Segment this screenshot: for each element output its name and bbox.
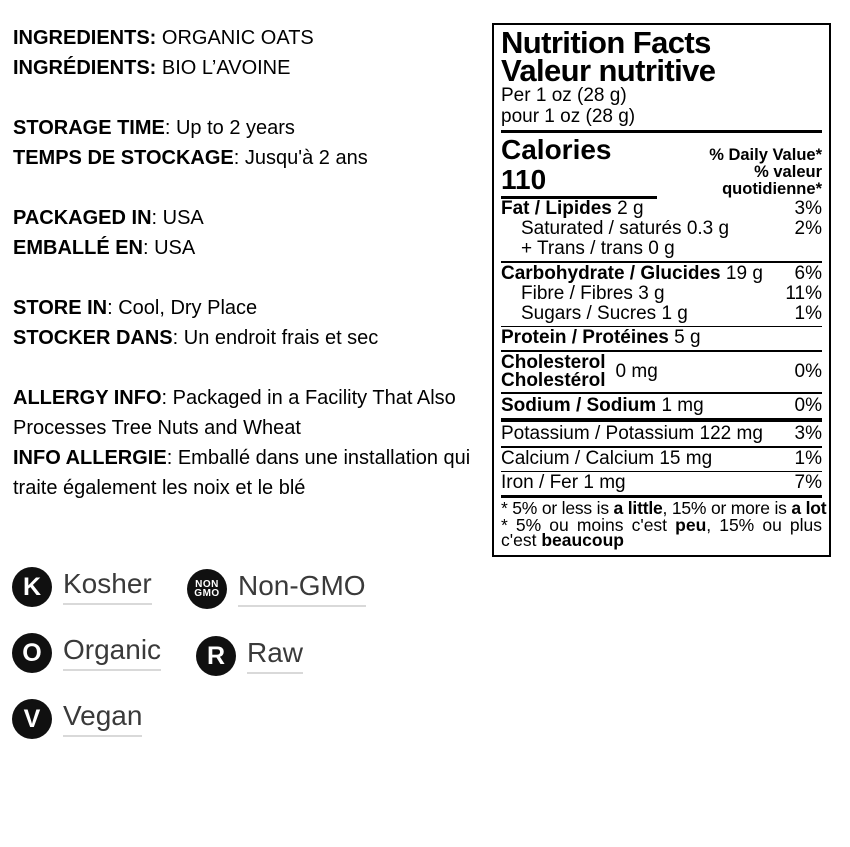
info-line-ingredients-fr <box>13 53 485 83</box>
carbohydrate-row: Carbohydrate / Glucides 19 g 6% <box>501 262 822 284</box>
sugars-row: Sugars / Sucres 1 g 1% <box>521 302 822 324</box>
badge-raw <box>196 636 303 676</box>
daily-value-header-fr: % valeur quotidienne* <box>722 163 822 198</box>
calcium-row: Calcium / Calcium 15 mg 1% <box>501 447 822 469</box>
daily-value-header <box>657 147 822 199</box>
info-value: : Cool, Dry Place <box>107 297 258 319</box>
vegan-icon: V <box>12 699 52 739</box>
potassium-row: Potassium / Potassium 122 mg 3% <box>501 423 822 444</box>
badge-label-kosher: Kosher <box>63 569 152 605</box>
nutrition-facts-panel <box>492 23 831 557</box>
product-info-section <box>13 23 485 533</box>
fibre-dv: 11% <box>785 282 822 304</box>
nutrition-title-fr: Valeur nutritive <box>501 53 716 88</box>
info-line-store-en <box>13 293 485 323</box>
calories-text: Calories 110 <box>501 135 657 199</box>
info-line-allergy-en <box>13 383 485 443</box>
daily-value-header-en: % Daily Value* <box>709 146 822 164</box>
info-value: : Un endroit frais et sec <box>172 327 379 349</box>
fat-dv: 3% <box>794 198 822 219</box>
footnote-en: * 5% or less is a little, 15% or more is a lot <box>501 498 827 518</box>
sodium-dv: 0% <box>794 395 822 416</box>
info-value: : USA <box>151 207 204 229</box>
info-label: INGRÉDIENTS: <box>13 57 157 79</box>
badge-vegan <box>12 699 142 739</box>
badge-label-vegan: Vegan <box>63 701 142 737</box>
nutrition-title-en: Nutrition Facts <box>501 25 711 60</box>
info-line-packaged-fr <box>13 233 485 263</box>
badge-label-organic: Organic <box>63 635 161 671</box>
info-label: INFO ALLERGIE <box>13 447 167 469</box>
info-label: STOCKER DANS <box>13 327 173 349</box>
fat-row: Fat / Lipides 2 g 3% <box>501 198 822 219</box>
info-line-ingredients-en <box>13 23 485 53</box>
divider <box>501 130 822 133</box>
badge-label-raw: Raw <box>247 638 303 674</box>
divider <box>501 392 822 394</box>
cholesterol-fr: Cholestérol <box>501 370 606 391</box>
badge-nongmo <box>187 569 366 609</box>
badge-kosher <box>12 567 152 607</box>
cholesterol-row <box>501 354 822 390</box>
info-label: STORAGE TIME <box>13 117 165 139</box>
non-gmo-icon: NON GMO <box>187 569 227 609</box>
footnote-fr: * 5% ou moins c'est peu, 15% ou plus c'est beaucoup <box>501 514 822 550</box>
info-value: : USA <box>143 237 196 259</box>
protein-row: Protein / Protéines 5 g <box>501 327 701 348</box>
info-value: BIO L’AVOINE <box>156 57 291 79</box>
iron-row: Iron / Fer 1 mg 7% <box>501 472 822 493</box>
sodium-row: Sodium / Sodium 1 mg 0% <box>501 395 822 416</box>
saturated-dv: 2% <box>794 218 822 239</box>
packaged-in-paragraph <box>13 203 485 263</box>
info-line-storage-en <box>13 113 485 143</box>
calories-row <box>501 135 822 199</box>
info-value: : Emballé dans une installation qui traite également les noix et le blé <box>13 447 471 499</box>
organic-icon: O <box>12 633 52 673</box>
info-label: PACKAGED IN <box>13 207 152 229</box>
info-label: EMBALLÉ EN <box>13 237 143 259</box>
store-in-paragraph <box>13 293 485 353</box>
info-value: : Up to 2 years <box>164 117 295 139</box>
calcium-dv: 1% <box>794 447 822 469</box>
trans-fat-row: + Trans / trans 0 g <box>521 238 675 259</box>
carbohydrate-dv: 6% <box>794 262 822 284</box>
info-label: TEMPS DE STOCKAGE <box>13 147 234 169</box>
raw-icon: R <box>196 636 236 676</box>
allergy-info-paragraph <box>13 383 485 503</box>
cholesterol-dv: 0% <box>794 361 822 382</box>
info-label: INGREDIENTS: <box>13 27 157 49</box>
info-label: ALLERGY INFO <box>13 387 162 409</box>
sugars-dv: 1% <box>794 302 822 324</box>
info-line-storage-fr <box>13 143 485 173</box>
badge-label-nongmo: Non-GMO <box>238 571 366 607</box>
info-label: STORE IN <box>13 297 108 319</box>
kosher-icon: K <box>12 567 52 607</box>
info-line-store-fr <box>13 323 485 353</box>
saturated-fat-row: Saturated / saturés 0.3 g 2% <box>521 218 822 239</box>
divider <box>501 418 822 422</box>
ingredients-paragraph <box>13 23 485 83</box>
serving-size-fr: pour 1 oz (28 g) <box>501 105 636 127</box>
info-value: ORGANIC OATS <box>156 27 314 49</box>
serving-size-en: Per 1 oz (28 g) <box>501 85 627 106</box>
cholesterol-en: Cholesterol <box>501 352 606 373</box>
info-line-packaged-en <box>13 203 485 233</box>
info-value: : Packaged in a Facility That Also Processes Tree Nuts and Wheat <box>13 387 456 439</box>
badge-organic <box>12 633 161 673</box>
iron-dv: 7% <box>794 472 822 493</box>
info-value: : Jusqu'à 2 ans <box>233 147 368 169</box>
cholesterol-amount: 0 mg <box>615 361 658 382</box>
storage-time-paragraph <box>13 113 485 173</box>
info-line-allergy-fr <box>13 443 485 503</box>
fibre-row: Fibre / Fibres 3 g 11% <box>521 282 822 304</box>
potassium-dv: 3% <box>794 423 822 444</box>
